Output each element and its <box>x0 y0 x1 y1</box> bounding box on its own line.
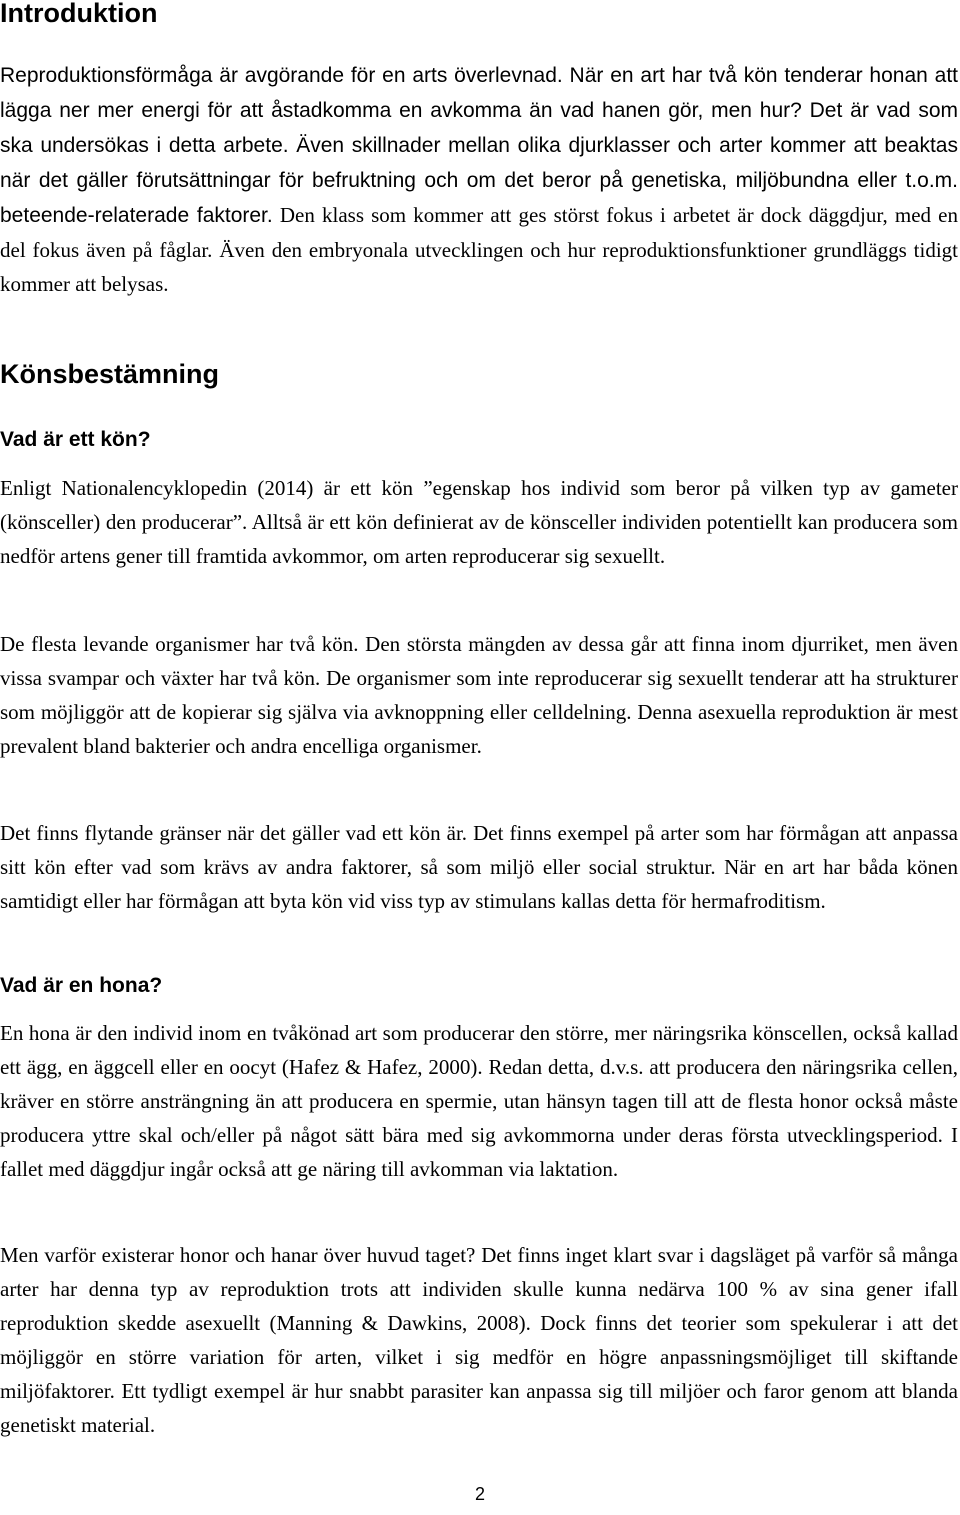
paragraph-two-sexes: De flesta levande organismer har två kön. Den största mängden av dessa går att finna inom djurriket, men även vissa svampar och växter har två kön. De organismer som inte reproducerar sig sexuellt tenderar att ha strukturer som möjliggör att de kopierar sig själva via avknoppning eller celldelning. Denna asexuella reproduktion är mest prevalent bland bakterier och andra encelliga organismer. <box>0 632 958 758</box>
paragraph-hermaphroditism: Det finns flytande gränser när det gäller vad ett kön är. Det finns exempel på arter som har förmågan att anpassa sitt kön efter vad som krävs av andra faktorer, så som miljö eller social struktur. När en art har båda könen samtidigt eller har förmågan att byta kön vid viss typ av stimulans kallas detta för hermafroditism. <box>0 821 958 913</box>
paragraph-sex-definition: Enligt Nationalencyklopedin (2014) är ett kön ”egenskap hos individ som beror på vilken typ av gameter (könsceller) den producerar”. Alltså är ett kön definierat av de könsceller individen potentiellt kan producera som nedför artens gener till framtida avkommor, om arten reproducerar sig sexuellt. <box>0 476 958 568</box>
subheading-vad-ar-ett-kon: Vad är ett kön? <box>0 428 151 451</box>
paragraph-why-sexes: Men varför existerar honor och hanar över huvud taget? Det finns inget klart svar i dagsläget på varför så många arter har denna typ av reproduktion trots att individen skulle kunna nedärva 100 % av sina gener ifall reproduktion skedde asexuellt (Manning & Dawkins, 2008). Dock finns det teorier som spekulerar i att det möjliggör en större variation för arten, vilket i sig medför en högre anpassningsmöjliget till skiftande miljöfaktorer. Ett tydligt exempel är hur snabbt parasiter kan anpassa sig till miljöer och faror genom att blanda genetiskt material. <box>0 1243 958 1437</box>
paragraph-female-definition: En hona är den individ inom en tvåkönad art som producerar den större, mer näringsrika könscellen, också kallad ett ägg, en äggcell eller en oocyt (Hafez & Hafez, 2000). Redan detta, d.v.s. att producera den näringsrika cellen, kräver en större ansträngning än att producera en spermie, utan hänsyn tagen till att de flesta honor också måste producera yttre skal och/eller på något sätt bära med sig avkommorna under deras första utvecklingsperiod. I fallet med däggdjur ingår också att ge näring till avkomman via laktation. <box>0 1021 958 1181</box>
intro-text-sans: Reproduktionsförmåga är avgörande för en arts överlevnad. När en art har två kön tenderar honan att lägga ner mer energi för att åstadkomma en avkomma än vad hanen gör, men hur? Det är vad som ska undersökas i detta arbete. Även skillnader mellan olika djurklasser och arter kommer att beaktas när det gäller förutsättningar för befruktning och om det beror på genetiska, miljöbundna eller t.o.m. beteende-relaterade faktorer. <box>0 64 958 227</box>
heading-introduktion: Introduktion <box>0 0 158 28</box>
intro-paragraph <box>0 58 958 301</box>
heading-konsbestamning: Könsbestämning <box>0 359 220 389</box>
page-number: 2 <box>474 1484 485 1504</box>
intro-text-serif: Den klass som kommer att ges störst fokus i arbetet är dock däggdjur, med en del fokus även på fåglar. Även den embryonala utvecklingen och hur reproduktionsfunktioner grundläggs tidigt kommer att belysas. <box>0 203 958 296</box>
subheading-vad-ar-en-hona: Vad är en hona? <box>0 974 163 997</box>
